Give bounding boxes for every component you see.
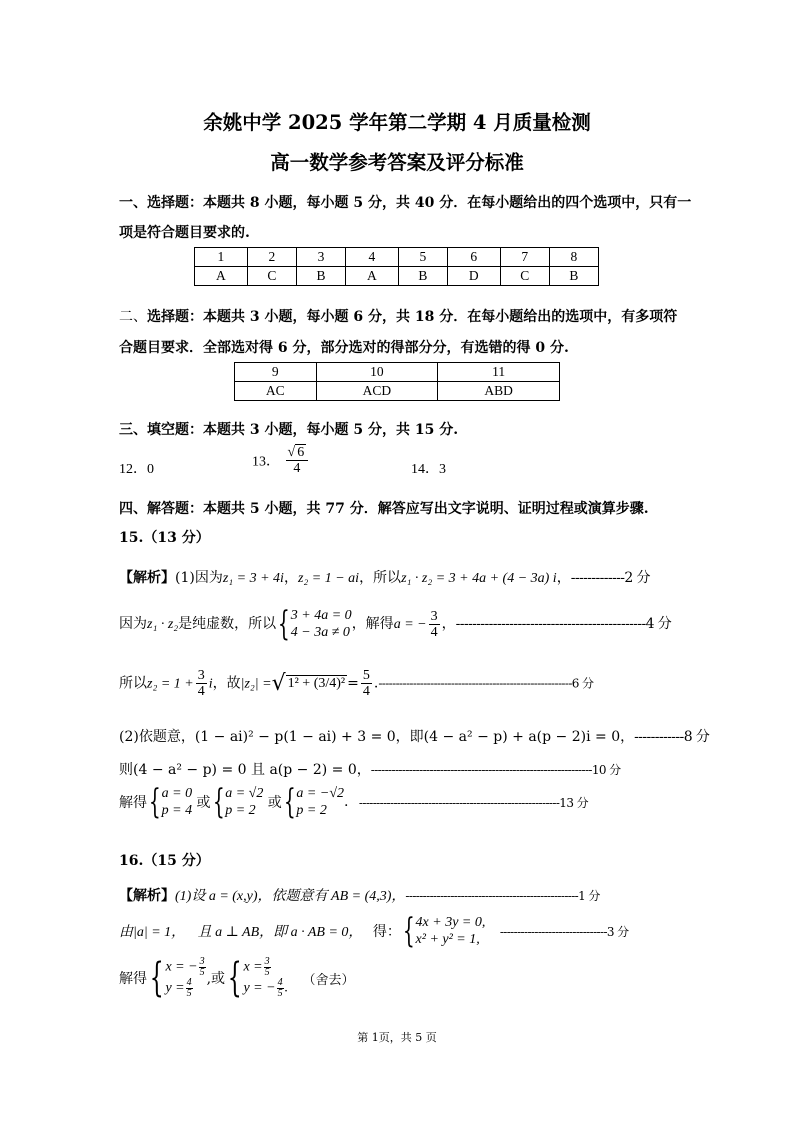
question-number-cell: 1 (195, 248, 248, 267)
answer-cell: B (398, 267, 447, 286)
q15-l1-text: (1)因为 (175, 570, 223, 586)
q15-l4-text: (2)依题意，(1 − ai)² − p(1 − ai) + 3 = 0，即(4 − a² − p) + a(p − 2)i = 0， (119, 729, 635, 745)
q16-l2-c: 得： (372, 924, 401, 940)
left-brace-icon: { (149, 955, 164, 1001)
q15-l1-text-b: ，所以 (359, 570, 402, 586)
q15-solution3 (296, 785, 344, 819)
q15-or1: 或 (196, 795, 211, 811)
q15-frac-num: 3 (430, 608, 438, 624)
q15-product: z₁ · z₂ = 3 + 4a + (4 − 3a) i (401, 571, 557, 586)
q15-l3-abs: |z₂| = (240, 676, 272, 692)
answer-cell: D (447, 267, 500, 286)
score-mark: -------------------------------3 分 (499, 924, 629, 939)
q15-line3: 所以z₂ = 1 + $\frac{3}{4}$ i，故|z₂| =√ 1² + (3/4)² = $\frac{5}{4}$ .--------------------------------------------------------6 分 (119, 668, 594, 699)
q15-line2: 因为z₁ · z₂是纯虚数，所以{ 3 + 4a = 0 4 − 3a ≠ 0 ，解得a = − $\frac{3}{4}$ ，----------------------------------------------4 分 (119, 604, 672, 644)
answer-cell: AC (235, 382, 317, 401)
q15-a-value: a = − (393, 617, 427, 632)
answer-cell: A (346, 267, 399, 286)
q16-frac-den: 5 (199, 967, 205, 978)
q15-l3-rden: 4 (362, 684, 370, 699)
left-brace-icon: { (212, 782, 225, 822)
q12-label: 12． (119, 462, 147, 477)
score-mark: --------------------------------------------------1 分 (405, 889, 600, 903)
q13-fraction: $\frac{√ 6}{4}$ (286, 445, 309, 476)
score-mark: ----------------------------------------------------------------10 分 (370, 763, 621, 777)
q15-system-eq2: 4 − 3a ≠ 0 (290, 625, 350, 640)
page-title: 余姚中学 2025 学年第二学期 4 月质量检测 (203, 111, 591, 134)
q15-sol2-p: p = 2 (225, 803, 256, 818)
q13-label: 13． (252, 454, 280, 470)
q15-system (291, 607, 352, 641)
q16-note: （舍去） (302, 972, 355, 988)
page-subtitle: 高一数学参考答案及评分标准 (270, 151, 524, 174)
question-number-cell: 9 (235, 363, 317, 382)
q16-frac-den: 5 (264, 967, 270, 978)
question-number-cell: 2 (247, 248, 296, 267)
q16-frac-den: 5 (277, 988, 283, 999)
section1-heading: 一、选择题：本题共 8 小题，每小题 5 分，共 40 分．在每小题给出的四个选项中，只有一 (119, 195, 692, 211)
answer-cell: ACD (316, 382, 438, 401)
q15-l3-num: 3 (197, 668, 205, 683)
q16-or: ,或 (206, 971, 226, 987)
question-number-cell: 11 (438, 363, 560, 382)
score-mark: -------------2 分 (570, 570, 650, 586)
question-number-cell: 6 (447, 248, 500, 267)
q15-l3-rnum: 5 (362, 668, 370, 683)
answer-cell: B (549, 267, 598, 286)
q16-frac-num: 3 (199, 956, 205, 967)
score-mark: ----------------------------------------------------------13 分 (358, 795, 588, 810)
q15-l3-z2: z₂ = 1 + (147, 676, 194, 692)
q15-l3-den: 4 (197, 684, 205, 699)
q14-label: 14． (411, 462, 439, 477)
q15-l3-i: i (208, 676, 213, 692)
q16-sol2-x: x = (243, 959, 263, 975)
q15-l3-text-b: ，故 (212, 675, 241, 692)
q12-value: 0 (147, 462, 154, 477)
left-brace-icon: { (227, 955, 242, 1001)
answer-table-number-row (195, 248, 599, 267)
q15-l3-eq: = (347, 675, 359, 692)
q15-l2-product: z₁ · z₂ (147, 617, 179, 632)
q15-line6: 解得{ a = 0 p = 4 或{ a = √2 p = 2 或{ a = −√2 p = 2 . ----------------------------------------------------------13 分 (119, 782, 588, 822)
q12-answer (119, 458, 154, 478)
q15-frac-den: 4 (430, 624, 438, 640)
q16-l1-text: (1)设 a = (x,y)，依题意有 AB = (4,3)， (175, 889, 406, 904)
q16-l2-b: 且 a ⊥ AB，即 a · AB = 0， (197, 925, 363, 940)
jiexi-label: 【解析】 (119, 570, 175, 586)
q15-sol1-a: a = 0 (161, 786, 193, 801)
q16-l2-a: 由|a| = 1， (119, 925, 186, 940)
score-mark: ------------8 分 (634, 729, 710, 745)
q15-l5-text: 则(4 − a² − p) = 0 且 a(p − 2) = 0， (119, 762, 371, 778)
answer-cell: B (296, 267, 345, 286)
q15-l3-text: 所以 (119, 675, 147, 692)
left-brace-icon: { (148, 782, 161, 822)
page-footer: 第 1页，共 5 页 (357, 1031, 437, 1044)
q16-frac-num: 3 (264, 956, 270, 967)
q15-solution1 (162, 785, 192, 819)
question-number-cell: 10 (316, 363, 438, 382)
q13-denominator: 4 (293, 461, 301, 476)
q15-sol3-a: a = −√2 (296, 786, 344, 801)
q16-frac-num: 4 (186, 977, 192, 988)
q15-line1: 【解析】(1)因为z₁ = 3 + 4i，z₂ = 1 − ai，所以z₁ · z₂ = 3 + 4a + (4 − 3a) i，-------------2 分 (119, 570, 650, 586)
q16-line2 (119, 911, 629, 951)
q16-sol1-x: x = − (165, 959, 198, 975)
score-mark: ----------------------------------------------4 分 (455, 616, 672, 632)
answer-cell: C (247, 267, 296, 286)
q15-l3-result (361, 668, 372, 699)
section1-answer-table (194, 247, 599, 286)
q16-sol2-y: y = − (243, 980, 276, 996)
q15-z1: z₁ = 3 + 4i (222, 571, 284, 586)
q15-line5 (119, 759, 621, 779)
q16-line3 (119, 957, 355, 999)
section2-heading-text: 选择题：本题共 3 小题，每小题 6 分，共 18 分．在每小题给出的选项中，有多项符 (147, 309, 678, 325)
section2-heading: 二、选择题：本题共 3 小题，每小题 6 分，共 18 分．在每小题给出的选项中，有多项符 (119, 309, 678, 325)
q15-or2: 或 (267, 795, 282, 811)
q14-value: 3 (439, 462, 446, 477)
q16-frac-num: 4 (277, 977, 283, 988)
answer-table-answer-row (195, 267, 599, 286)
question-number-cell: 4 (346, 248, 399, 267)
q16-solution1 (165, 957, 206, 999)
q15-l6-text: 解得 (119, 795, 147, 811)
left-brace-icon: { (402, 911, 415, 951)
question-number-cell: 5 (398, 248, 447, 267)
q15-sol2-a: a = √2 (225, 786, 264, 801)
q13-radicand: 6 (297, 445, 305, 460)
q15-sol1-p: p = 4 (161, 803, 193, 818)
q15-system-eq1: 3 + 4a = 0 (290, 608, 352, 623)
q16-l3-text: 解得 (119, 971, 147, 987)
q15-solution2 (225, 785, 263, 819)
q15-l2-text-c: ，解得 (351, 616, 394, 632)
q14-answer (411, 458, 446, 478)
q15-z2: z₂ = 1 − ai (297, 571, 360, 586)
section3-heading: 三、填空题：本题共 3 小题，每小题 5 分，共 15 分. (119, 422, 459, 438)
sqrt-icon: √ (271, 671, 286, 696)
q16-line1 (119, 885, 600, 905)
answer-table-number-row (235, 363, 560, 382)
q16-title: 16.（15 分） (119, 853, 210, 869)
question-number-cell: 8 (549, 248, 598, 267)
q16-sol1-y: y = (165, 980, 185, 996)
section2-answer-table (234, 362, 560, 401)
section2-heading-cont: 合题目要求．全部选对得 6 分，部分选对的得部分分，有选错的得 0 分. (119, 340, 569, 356)
q13-answer (252, 445, 310, 476)
q16-solution2: x = $\frac{3}{5}$ y = − $\frac{4}{5}$ . (243, 956, 289, 999)
question-number-cell: 7 (500, 248, 549, 267)
q15-title: 15.（13 分） (119, 530, 210, 546)
q15-sol3-p: p = 2 (296, 803, 327, 818)
left-brace-icon: { (278, 604, 290, 644)
q15-line4 (119, 726, 709, 746)
jiexi-label: 【解析】 (119, 888, 175, 904)
q16-system-eq1: 4x + 3y = 0, (415, 915, 486, 930)
q16-system (416, 914, 486, 948)
q15-a-fraction (429, 609, 440, 640)
section1-heading-cont: 项是符合题目要求的. (119, 225, 250, 241)
q16-frac-den: 5 (186, 988, 192, 999)
q15-l3-radicand: 1² + (3/4)² (287, 675, 346, 691)
q15-l3-fraction (196, 668, 207, 699)
q16-system-eq2: x² + y² = 1, (415, 932, 480, 947)
answer-cell: A (195, 267, 248, 286)
q15-l2-text-b: 是纯虚数，所以 (178, 616, 277, 632)
answer-table-answer-row (235, 382, 560, 401)
answer-cell: C (500, 267, 549, 286)
question-number-cell: 3 (296, 248, 345, 267)
answer-cell: ABD (438, 382, 560, 401)
score-mark: --------------------------------------------------------6 分 (378, 676, 594, 691)
section4-heading: 四、解答题：本题共 5 小题，共 77 分．解答应写出文字说明、证明过程或演算步骤. (119, 501, 649, 517)
left-brace-icon: { (283, 782, 296, 822)
q15-l2-text: 因为 (119, 616, 147, 632)
